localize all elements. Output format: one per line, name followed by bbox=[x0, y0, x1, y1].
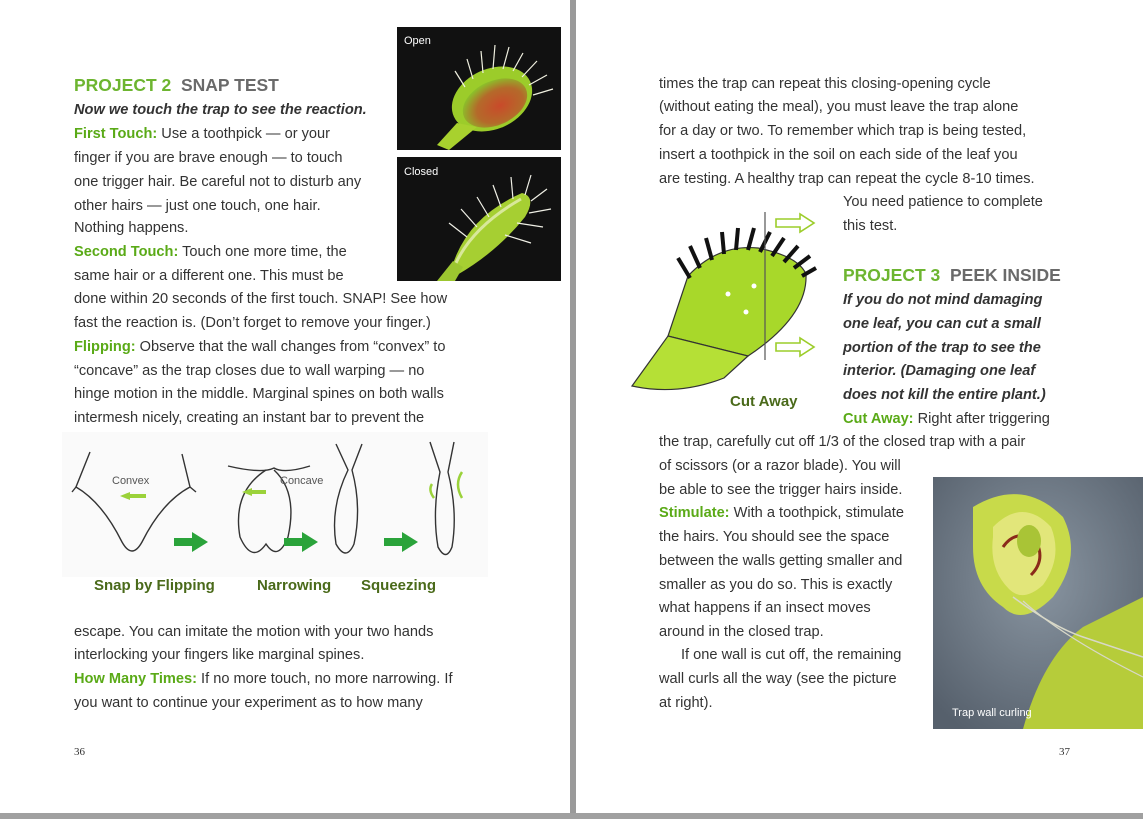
narrowing-label: Narrowing bbox=[257, 577, 332, 594]
body-line: intermesh nicely, creating an instant bar to prevent the bbox=[74, 410, 425, 426]
body-line: the trap, carefully cut off 1/3 of the closed trap with a pair bbox=[659, 434, 1026, 450]
project-name: PEEK INSIDE bbox=[949, 265, 1061, 285]
how-many-label: How Many Times: bbox=[74, 671, 197, 687]
body-line: Nothing happens. bbox=[74, 220, 189, 236]
body-line: are testing. A healthy trap can repeat the cycle 8-10 times. bbox=[659, 171, 1035, 187]
body-line: at right). bbox=[659, 695, 713, 711]
cut-away-caption: Cut Away bbox=[730, 393, 798, 410]
page-number: 37 bbox=[1059, 746, 1070, 758]
body-line: one trigger hair. Be careful not to disturb any bbox=[74, 174, 362, 190]
body-line: of scissors (or a razor blade). You will bbox=[659, 458, 901, 474]
curling-trap-image bbox=[933, 477, 1143, 729]
flipping-diagram-drawing bbox=[62, 432, 488, 577]
body-text: If no more touch, no more narrowing. If bbox=[197, 671, 453, 687]
second-touch-line bbox=[74, 242, 347, 262]
body-line: what happens if an insect moves bbox=[659, 600, 871, 616]
concave-label: Concave bbox=[280, 475, 324, 487]
body-line: around in the closed trap. bbox=[659, 624, 824, 640]
cut-away-diagram bbox=[628, 206, 840, 416]
body-line: hinge motion in the middle. Marginal spines on both walls bbox=[74, 386, 444, 402]
right-page bbox=[576, 0, 1143, 813]
body-line: finger if you are brave enough — to touch bbox=[74, 150, 343, 166]
stimulate-label: Stimulate: bbox=[659, 505, 730, 521]
photo-open-trap bbox=[397, 27, 561, 150]
snap-by-flipping-label: Snap by Flipping bbox=[94, 577, 215, 594]
flipping-diagram bbox=[62, 432, 488, 577]
cut-away-label: Cut Away: bbox=[843, 411, 914, 427]
body-line: done within 20 seconds of the first touch. SNAP! See how bbox=[74, 291, 448, 307]
cut-away-line bbox=[843, 409, 1050, 429]
body-line: interlocking your fingers like marginal spines. bbox=[74, 647, 365, 663]
italic-line: If you do not mind damaging bbox=[843, 292, 1043, 308]
photo-label: Closed bbox=[404, 166, 439, 178]
body-line: be able to see the trigger hairs inside. bbox=[659, 482, 903, 498]
project-number: PROJECT 3 bbox=[843, 265, 941, 285]
italic-line: interior. (Damaging one leaf bbox=[843, 363, 1036, 379]
second-touch-label: Second Touch: bbox=[74, 244, 179, 260]
photo-caption: Trap wall curling bbox=[952, 707, 1032, 719]
squeezing-label: Squeezing bbox=[361, 577, 437, 594]
body-text: Right after triggering bbox=[913, 411, 1050, 427]
how-many-line bbox=[74, 669, 453, 689]
body-line: wall curls all the way (see the picture bbox=[659, 671, 897, 687]
project3-title bbox=[843, 265, 1061, 286]
body-text: With a toothpick, stimulate bbox=[729, 505, 904, 521]
first-touch-label: First Touch: bbox=[74, 126, 158, 142]
flipping-label: Flipping: bbox=[74, 339, 136, 355]
body-text: Use a toothpick — or your bbox=[157, 126, 331, 142]
body-line: other hairs — just one touch, one hair. bbox=[74, 198, 321, 214]
project2-title bbox=[74, 75, 279, 96]
photo-label: Open bbox=[404, 35, 431, 47]
body-line: same hair or a different one. This must be bbox=[74, 268, 344, 284]
body-line: fast the reaction is. (Don’t forget to remove your finger.) bbox=[74, 315, 431, 331]
project-name: SNAP TEST bbox=[180, 75, 279, 95]
body-text: Touch one more time, the bbox=[178, 244, 347, 260]
intro-text: Now we touch the trap to see the reaction. bbox=[74, 102, 367, 118]
page-number: 36 bbox=[74, 746, 85, 758]
viewer-bottom-bar bbox=[0, 813, 1143, 819]
italic-line: portion of the trap to see the bbox=[843, 340, 1041, 356]
body-line: (without eating the meal), you must leave the trap alone bbox=[659, 99, 1019, 115]
body-line: If one wall is cut off, the remaining bbox=[681, 647, 902, 663]
body-line: between the walls getting smaller and bbox=[659, 553, 903, 569]
body-line: for a day or two. To remember which trap is being tested, bbox=[659, 123, 1027, 139]
cut-away-drawing bbox=[628, 206, 840, 396]
stimulate-line bbox=[659, 503, 904, 523]
flipping-line bbox=[74, 337, 445, 357]
italic-line: one leaf, you can cut a small bbox=[843, 316, 1041, 332]
body-line: this test. bbox=[843, 218, 898, 234]
convex-label: Convex bbox=[112, 475, 150, 487]
photo-closed-trap bbox=[397, 157, 561, 281]
body-line: smaller as you do so. This is exactly bbox=[659, 577, 893, 593]
project-number: PROJECT 2 bbox=[74, 75, 172, 95]
first-touch-line bbox=[74, 124, 330, 144]
body-line: “concave” as the trap closes due to wall warping — no bbox=[74, 363, 425, 379]
body-line: the hairs. You should see the space bbox=[659, 529, 890, 545]
body-line: escape. You can imitate the motion with your two hands bbox=[74, 624, 434, 640]
body-text: Observe that the wall changes from “convex” to bbox=[135, 339, 446, 355]
body-line: times the trap can repeat this closing-opening cycle bbox=[659, 76, 991, 92]
italic-line: does not kill the entire plant.) bbox=[843, 387, 1046, 403]
left-page bbox=[0, 0, 570, 813]
photo-trap-wall-curling bbox=[933, 477, 1143, 729]
body-line: you want to continue your experiment as to how many bbox=[74, 695, 423, 711]
body-line: You need patience to complete bbox=[843, 194, 1043, 210]
body-line: insert a toothpick in the soil on each side of the leaf you bbox=[659, 147, 1018, 163]
